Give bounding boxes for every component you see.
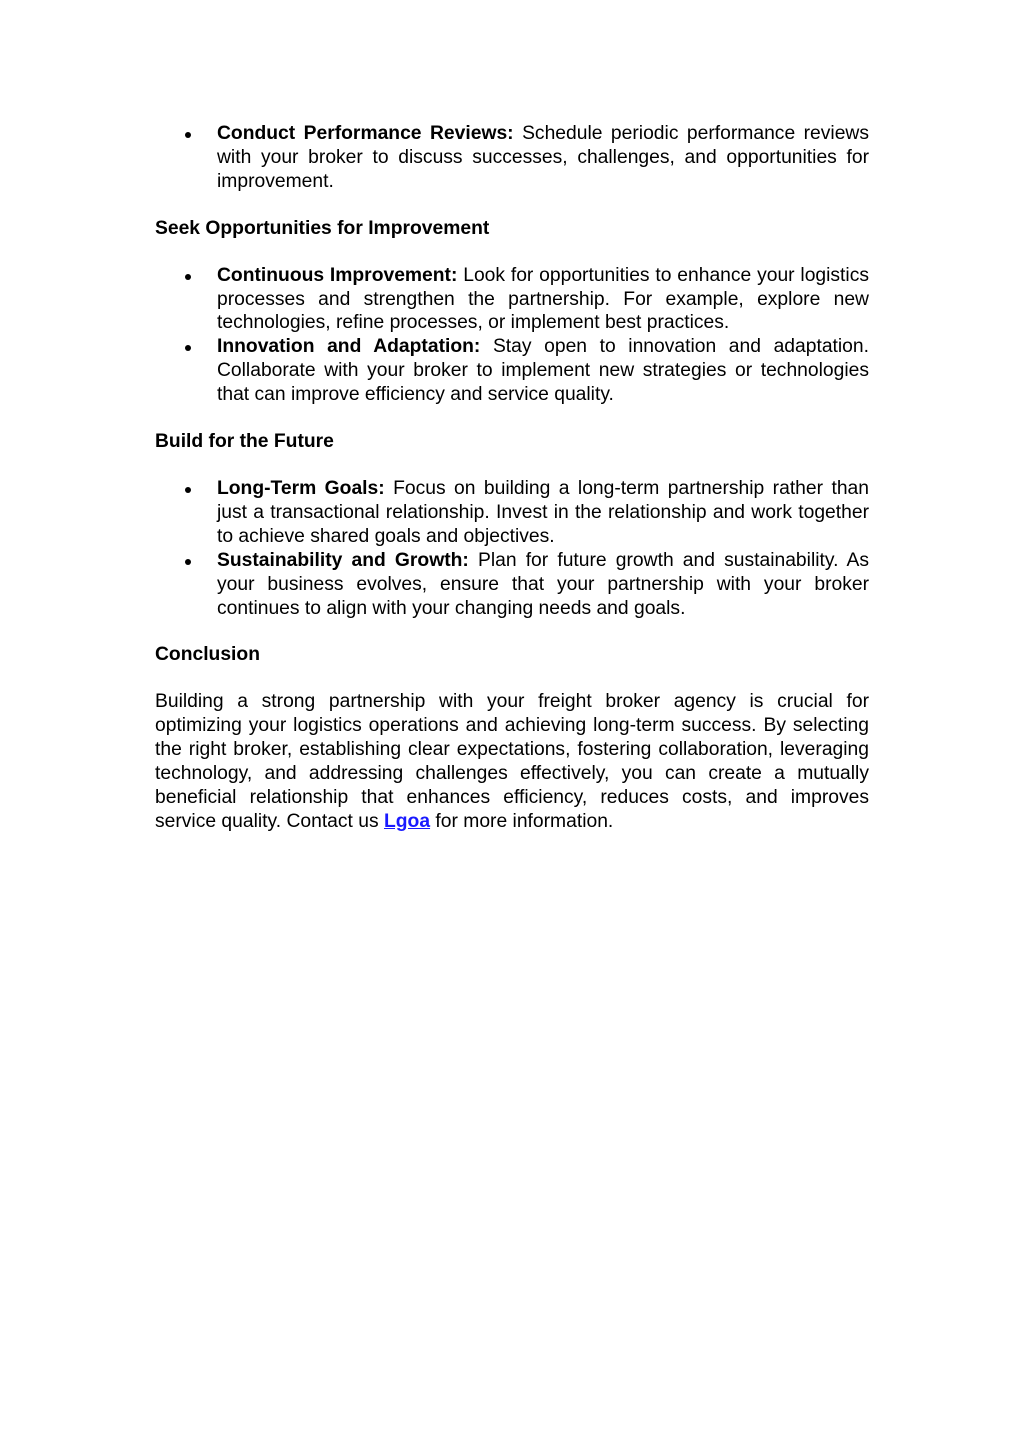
bullet-icon [185, 274, 191, 280]
improvement-list [155, 264, 869, 407]
list-item [155, 122, 869, 194]
list-item [155, 477, 869, 549]
document-page [155, 122, 869, 834]
list-item [155, 264, 869, 336]
list-item-term: Continuous Improvement: [217, 264, 458, 286]
conclusion-text-end: for more information. [430, 810, 614, 832]
bullet-icon [185, 345, 191, 351]
list-item-term: Sustainability and Growth: [217, 549, 469, 571]
section-heading-conclusion: Conclusion [155, 644, 260, 666]
list-item [155, 335, 869, 407]
conclusion-paragraph [155, 690, 869, 833]
list-item-text: Focus on building a long-term partnership rather than just a transactional relationship. Invest in the relationship and work together to achieve shared goals and objectives. [217, 477, 869, 547]
list-item [155, 549, 869, 621]
list-item-text: Schedule periodic performance reviews with your broker to discuss successes, challenges, and opportunities for improvement. [217, 123, 869, 192]
list-item-term: Conduct Performance Reviews: [217, 123, 514, 144]
list-item-term: Long-Term Goals: [217, 477, 385, 499]
list-item-term: Innovation and Adaptation: [217, 336, 481, 358]
list-item-text: Look for opportunities to enhance your logistics processes and strengthen the partnership. For example, explore new technologies, refine processes, or implement best practices. [217, 264, 869, 334]
bullet-icon [185, 559, 191, 565]
section-heading-future: Build for the Future [155, 431, 334, 453]
bullet-icon [185, 487, 191, 493]
bullet-icon [185, 132, 191, 138]
section-heading-improvement: Seek Opportunities for Improvement [155, 217, 490, 239]
conclusion-text: Building a strong partnership with your freight broker agency is crucial for optimizing your logistics operations and achieving long-term success. By selecting the right broker, establishing clear expectations, fostering collaboration, leveraging technology, and addressing challenges effectively, you can create a mutually beneficial relationship that enhances efficiency, reduces costs, and improves service quality. Contact us [155, 691, 869, 832]
future-list [155, 477, 869, 620]
performance-review-list [155, 122, 869, 194]
list-item-text: Plan for future growth and sustainability. As your business evolves, ensure that your partnership with your broker continues to align with your changing needs and goals. [217, 549, 870, 619]
lgoa-link[interactable]: Lgoa [383, 810, 431, 832]
list-item-text: Stay open to innovation and adaptation. Collaborate with your broker to implement new strategies or technologies that can improve efficiency and service quality. [217, 336, 869, 406]
